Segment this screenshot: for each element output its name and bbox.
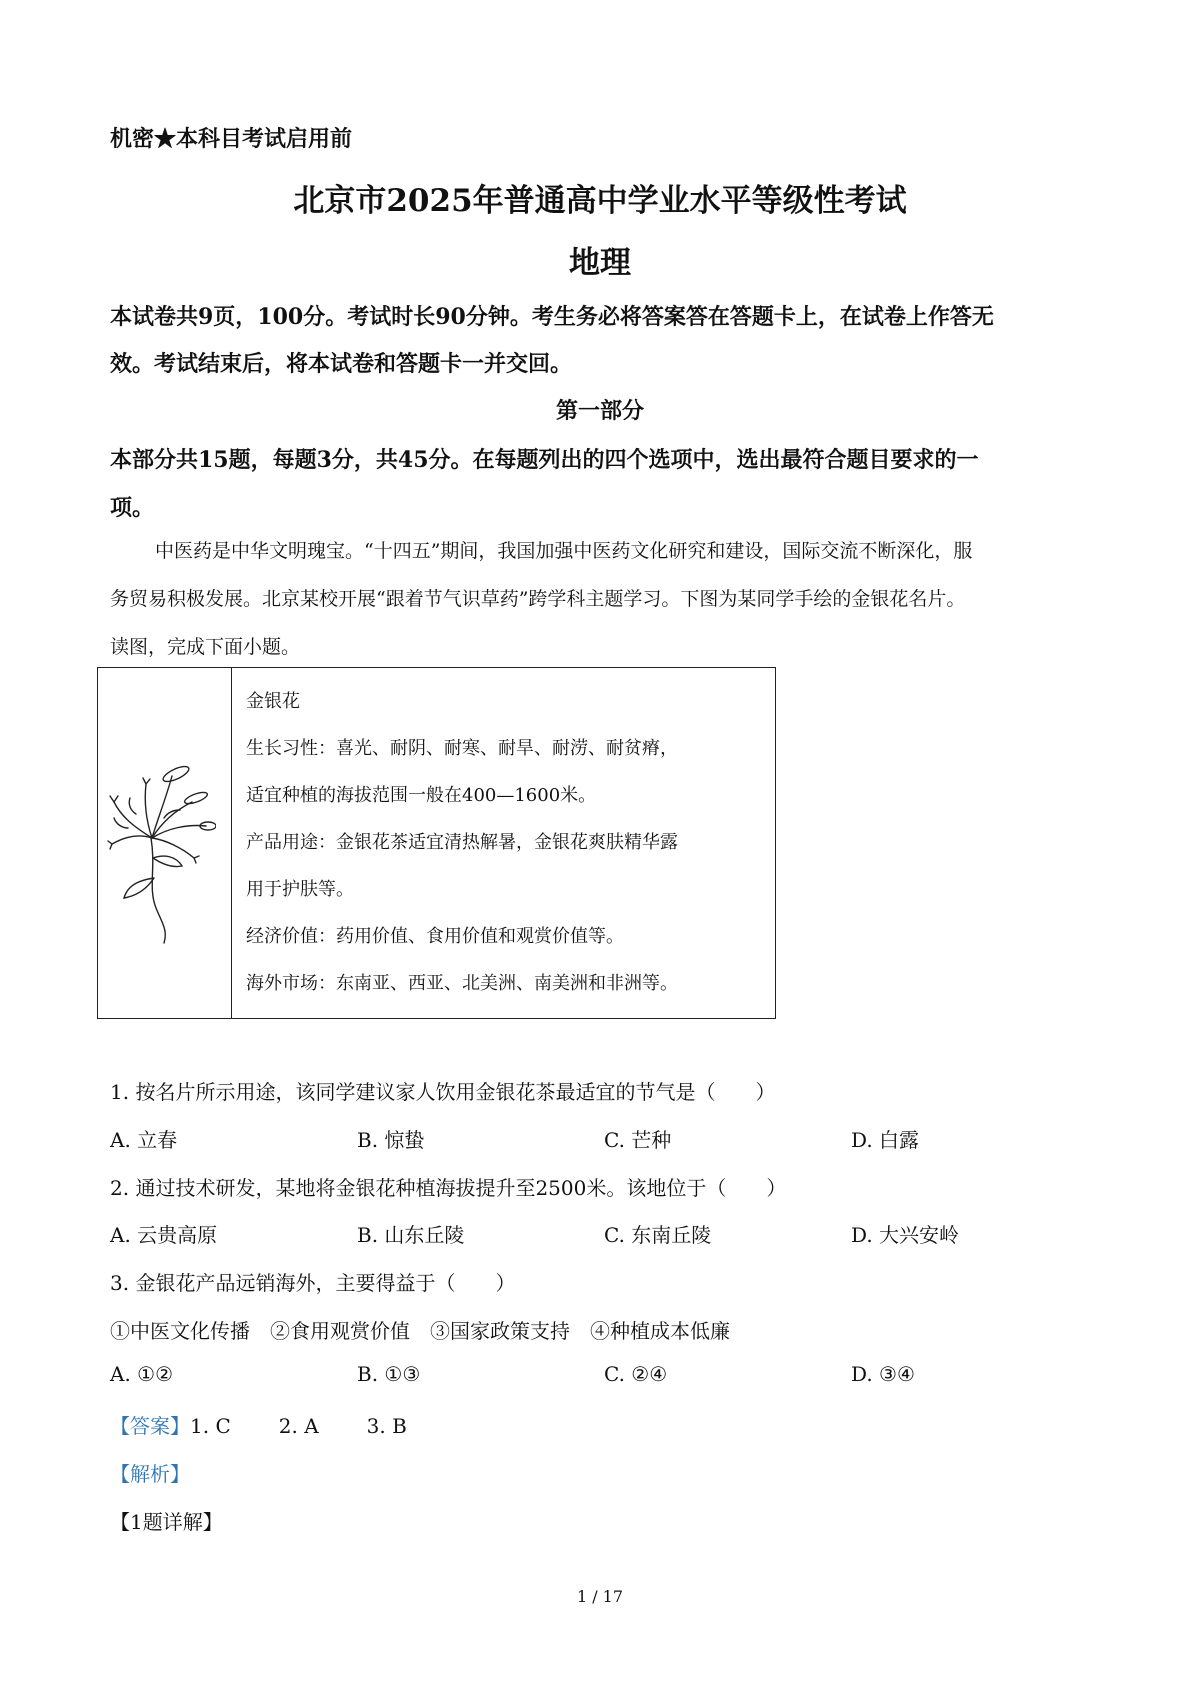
question-3-option-c: C. ②④ (604, 1362, 668, 1386)
passage (110, 527, 1105, 671)
card-name: 金银花 (246, 691, 300, 712)
question-1-option-b: B. 惊蛰 (357, 1128, 425, 1152)
question-3-stem: 3. 金银花产品远销海外，主要得益于（ ） (110, 1271, 516, 1295)
card-economic-value: 经济价值：药用价值、食用价值和观赏价值等。 (246, 926, 624, 947)
card-product-use: 产品用途：金银花茶适宜清热解暑，金银花爽肤精华露 (246, 832, 678, 853)
question-3-option-d: D. ③④ (851, 1362, 915, 1386)
question-2-stem: 2. 通过技术研发，某地将金银花种植海拔提升至2500米。该地位于（ ） (110, 1176, 787, 1200)
passage-line-2: 务贸易积极发展。北京某校开展“跟着节气识草药”跨学科主题学习。下图为某同学手绘的金银花名片。 (110, 588, 966, 610)
exam-title: 北京市2025年普通高中学业水平等级性考试 (293, 183, 907, 219)
passage-line-3: 读图，完成下面小题。 (110, 636, 301, 658)
card-altitude: 适宜种植的海拔范围一般在400—1600米。 (246, 785, 597, 806)
card-divider (231, 668, 232, 1018)
honeysuckle-flower-icon (106, 758, 216, 948)
question-1-detail-label: 【1题详解】 (110, 1510, 223, 1534)
answer-1: 1. C (190, 1414, 231, 1438)
question-1-option-c: C. 芒种 (604, 1128, 672, 1152)
page-number: 1 / 17 (576, 1587, 624, 1606)
part-title: 第一部分 (555, 398, 644, 424)
card-product-use-cont: 用于护肤等。 (246, 879, 354, 900)
passage-line-1: 中医药是中华文明瑰宝。“十四五”期间，我国加强中医药文化研究和建设，国际交流不断深化，服 (155, 540, 973, 562)
question-3-statements: ①中医文化传播 ②食用观赏价值 ③国家政策支持 ④种植成本低廉 (110, 1319, 730, 1343)
instructions-line-2: 效。考试结束后，将本试卷和答题卡一并交回。 (110, 351, 573, 377)
question-3-option-a: A. ①② (110, 1362, 174, 1386)
confidential-label: 机密★本科目考试启用前 (110, 126, 353, 152)
question-2-option-b: B. 山东丘陵 (357, 1223, 465, 1247)
question-3-option-b: B. ①③ (357, 1362, 421, 1386)
answer-row (110, 1410, 407, 1439)
part-description-line-1: 本部分共15题，每题3分，共45分。在每题列出的四个选项中，选出最符合题目要求的一 (110, 447, 979, 473)
question-2-option-a: A. 云贵高原 (110, 1223, 218, 1247)
card-text (246, 678, 766, 1007)
answer-2: 2. A (278, 1414, 319, 1438)
part-description-line-2: 项。 (110, 495, 155, 521)
card-growth-habit: 生长习性：喜光、耐阴、耐寒、耐旱、耐涝、耐贫瘠， (246, 738, 678, 759)
question-1-stem: 1. 按名片所示用途，该同学建议家人饮用金银花茶最适宜的节气是（ ） (110, 1080, 776, 1104)
question-2-option-c: C. 东南丘陵 (604, 1223, 712, 1247)
analysis-label: 【解析】 (110, 1462, 190, 1486)
question-1-option-a: A. 立春 (110, 1128, 178, 1152)
answer-label: 【答案】 (110, 1414, 190, 1438)
subject-title: 地理 (569, 245, 631, 281)
question-1-option-d: D. 白露 (851, 1128, 920, 1152)
instructions-line-1: 本试卷共9页，100分。考试时长90分钟。考生务必将答案答在答题卡上，在试卷上作答无 (110, 304, 994, 330)
card-overseas-market: 海外市场：东南亚、西亚、北美洲、南美洲和非洲等。 (246, 973, 678, 994)
answer-3: 3. B (366, 1414, 407, 1438)
question-2-option-d: D. 大兴安岭 (851, 1223, 960, 1247)
honeysuckle-card (97, 667, 776, 1019)
